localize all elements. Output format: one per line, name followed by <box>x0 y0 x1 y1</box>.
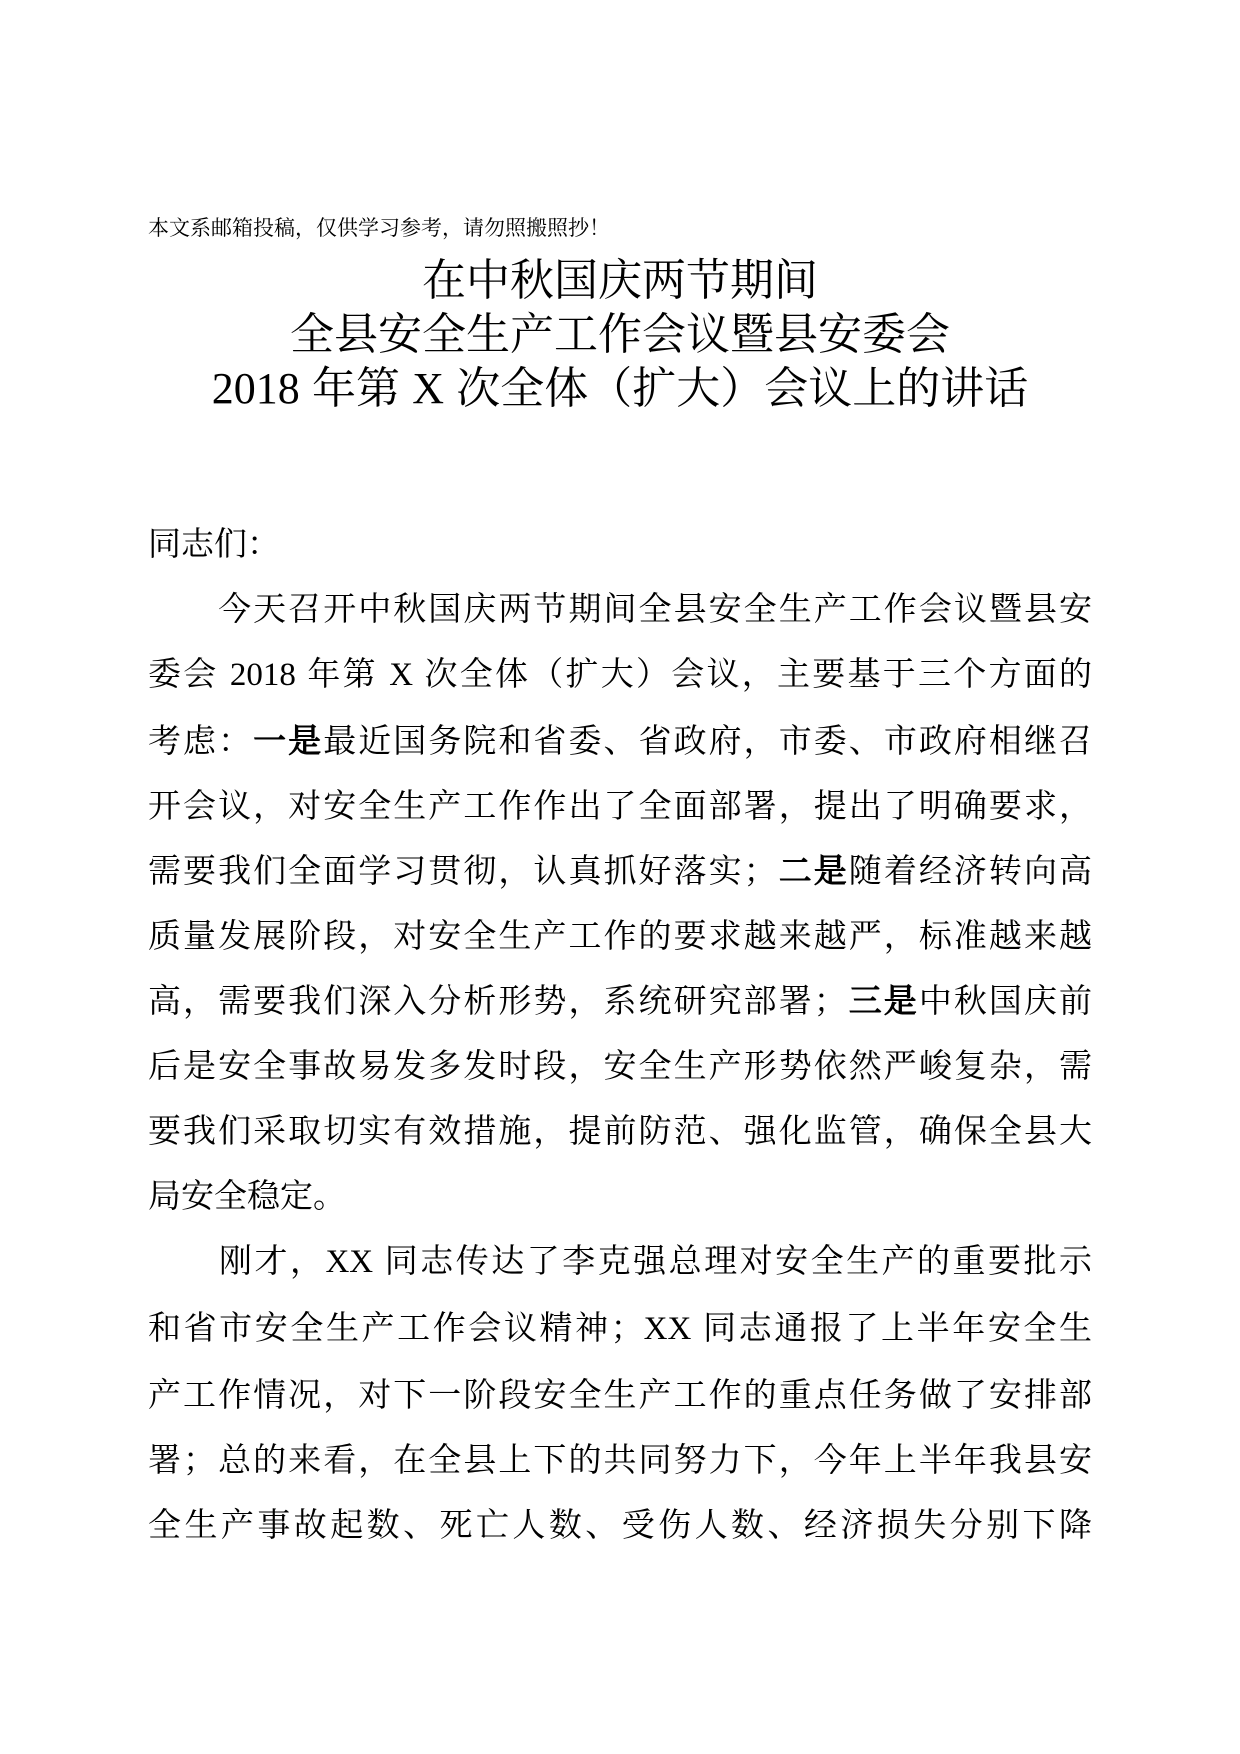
latin-run: X <box>412 364 444 413</box>
bold-run: 三是 <box>846 982 919 1019</box>
text-run: 高，需要我们深入分析形势，系统研究部署； <box>148 982 847 1019</box>
text-run: 开会议，对安全生产工作作出了全面部署，提出了明确要求， <box>148 787 1092 824</box>
text-run: 考虑： <box>148 722 254 759</box>
body-line <box>148 1163 1092 1228</box>
title-line <box>148 362 1092 416</box>
body-line <box>148 641 1092 708</box>
text-run: 今天召开中秋国庆两节期间全县安全生产工作会议暨县安 <box>148 590 1092 627</box>
latin-run: 2018 <box>211 364 300 413</box>
body-line <box>148 838 1092 903</box>
body-line <box>148 708 1092 773</box>
paragraph <box>148 576 1092 1228</box>
text-run: 局安全稳定。 <box>148 1177 346 1214</box>
text-run: 要我们采取切实有效措施，提前防范、强化监管，确保全县大 <box>148 1112 1092 1149</box>
text-run: 刚才， <box>148 1242 326 1279</box>
text-run: 质量发展阶段，对安全生产工作的要求越来越严，标准越来越 <box>148 917 1092 954</box>
body-line <box>148 903 1092 968</box>
bold-run: 一是 <box>253 722 324 759</box>
text-run: 同志传达了李克强总理对安全生产的重要批示 <box>373 1242 1093 1279</box>
text-run: 同志通报了上半年安全生 <box>691 1309 1093 1346</box>
latin-run: 2018 <box>229 657 296 693</box>
text-run: 年第 <box>295 655 390 692</box>
body-line <box>148 1033 1092 1098</box>
text-run: 产工作情况，对下一阶段安全生产工作的重点任务做了安排部 <box>148 1376 1092 1413</box>
body-line <box>148 773 1092 838</box>
text-run: 在中秋国庆两节期间 <box>422 256 818 305</box>
text-run: 全县安全生产工作会议暨县安委会 <box>290 310 950 359</box>
salutation: 同志们： <box>148 525 280 562</box>
body-line <box>148 1427 1092 1492</box>
text-run: 次全体（扩大）会议，主要基于三个方面的 <box>413 655 1093 692</box>
latin-run: XX <box>325 1244 374 1280</box>
text-run: 后是安全事故易发多发时段，安全生产形势依然严峻复杂，需 <box>148 1047 1092 1084</box>
text-run: 中秋国庆前 <box>918 982 1093 1019</box>
body-line <box>148 1228 1092 1295</box>
text-run: 全生产事故起数、死亡人数、受伤人数、经济损失分别下降 <box>148 1506 1092 1543</box>
text-run: 和省市安全生产工作会议精神； <box>148 1309 644 1346</box>
document-title <box>148 254 1092 416</box>
text-run: 署；总的来看，在全县上下的共同努力下，今年上半年我县安 <box>148 1441 1092 1478</box>
document-body <box>148 576 1092 1557</box>
disclaimer-note: 本文系邮箱投稿，仅供学习参考，请勿照搬照抄！ <box>148 217 610 240</box>
paragraph <box>148 1228 1092 1557</box>
body-line <box>148 968 1092 1033</box>
body-line <box>148 1492 1092 1557</box>
text-run: 最近国务院和省委、省政府，市委、市政府相继召 <box>323 722 1093 759</box>
text-run: 委会 <box>148 655 230 692</box>
text-run: 随着经济转向高 <box>848 852 1093 889</box>
document-content <box>148 0 1092 1557</box>
body-line <box>148 576 1092 641</box>
latin-run: X <box>389 657 414 693</box>
body-line <box>148 1295 1092 1362</box>
text-run: 需要我们全面学习贯彻，认真抓好落实； <box>148 852 777 889</box>
body-line <box>148 1362 1092 1427</box>
latin-run: XX <box>643 1311 692 1347</box>
body-line <box>148 1098 1092 1163</box>
text-run: 年第 <box>299 364 413 413</box>
bold-run: 二是 <box>776 852 849 889</box>
title-line <box>148 308 1092 362</box>
title-line <box>148 254 1092 308</box>
text-run: 次全体（扩大）会议上的讲话 <box>444 364 1029 413</box>
